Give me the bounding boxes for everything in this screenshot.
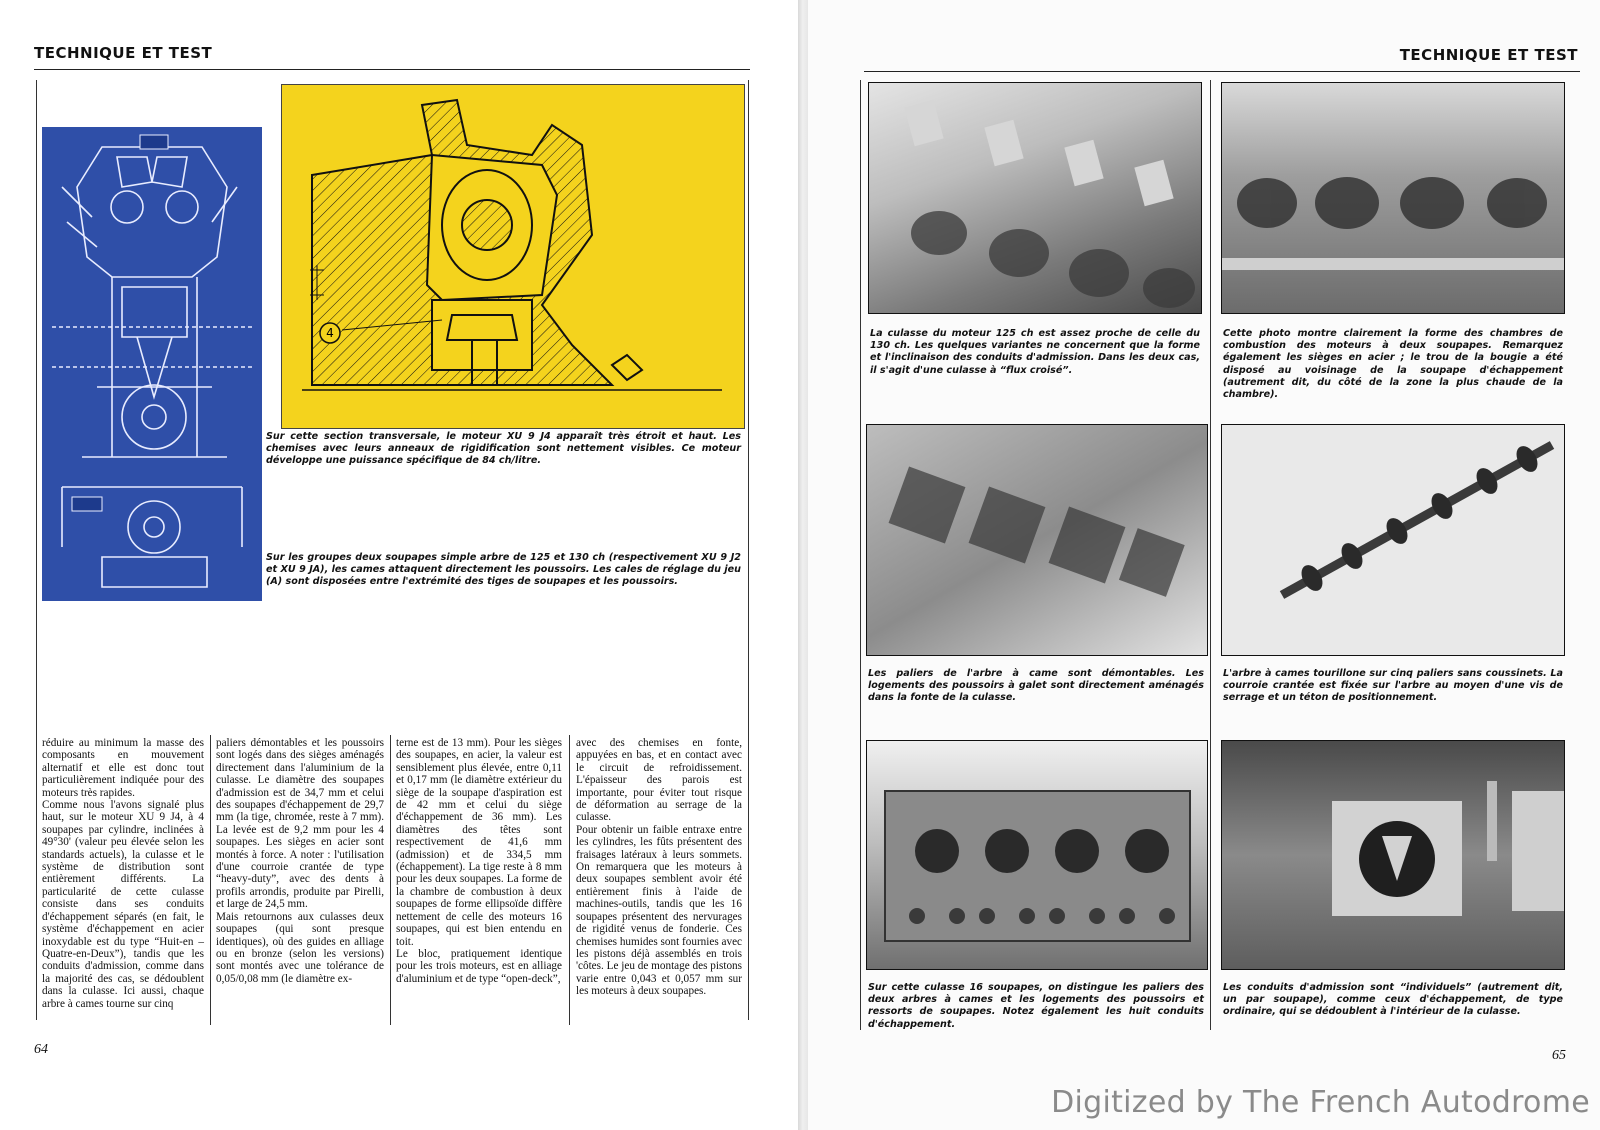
right-center-column-line — [1210, 80, 1211, 1030]
left-page-number: 64 — [34, 1042, 48, 1057]
left-header-rule — [34, 69, 750, 70]
photo-16-valve-head — [866, 740, 1208, 970]
photo-camshaft-bearings — [866, 424, 1208, 656]
column-divider-2 — [390, 735, 391, 1025]
right-page — [808, 0, 1600, 1130]
left-margin-line — [36, 80, 37, 1020]
body-column-2 — [216, 737, 384, 985]
body-column-4 — [576, 737, 742, 998]
right-page-number: 65 — [1552, 1048, 1566, 1063]
right-header-rule — [864, 71, 1580, 72]
photo-intake-ports-shapes — [1222, 741, 1564, 969]
caption-photo-4: L'arbre à cames tourillone sur cinq paliers sans coussinets. La courroie crantée est fixée sur l'arbre au moyen d'une vis de serrage et un téton de positionnement. — [1223, 668, 1563, 704]
caption-photo-5: Sur cette culasse 16 soupapes, on distingue les paliers des deux arbres à cames et les logements des poussoirs et ressorts de soupapes. Notez également les huit conduits d'échappement. — [868, 982, 1204, 1030]
photo-intake-ports — [1221, 740, 1565, 970]
digitization-watermark: Digitized by The French Autodrome — [1051, 1085, 1590, 1120]
caption-photo-3: Les paliers de l'arbre à came sont démontables. Les logements des poussoirs à galet sont directement aménagés dans la fonte de la culasse. — [868, 668, 1204, 704]
photo-16-valve-head-shapes — [867, 741, 1207, 969]
photo-cylinder-head-125 — [868, 82, 1202, 314]
photo-cylinder-head-125-shapes — [869, 83, 1201, 313]
column-divider-1 — [210, 735, 211, 1025]
photo-combustion-chambers-shapes — [1222, 83, 1564, 313]
caption-photo-1: La culasse du moteur 125 ch est assez proche de celle du 130 ch. Les quelques variantes ne concernent que la forme et l'inclinaison des conduits d'admission. Dans les deux cas, il s'agit d'une culasse à “flux croisé”. — [870, 328, 1200, 376]
body-column-3-text: terne est de 13 mm). Pour les sièges des soupapes, en acier, la valeur est sensiblement plus élevée, entre 0,11 et 0,17 mm (le diamètre extérieur du siège de la soupape d'aspiration est de 42 mm et celui du siège d'échappement de 36 mm). Les diamètres des têtes sont respectivement de 41,6 mm (admission) et de 334,5 mm (échappement). La tige reste à 8 mm pour les deux soupapes. La forme de la chambre de combustion à deux soupapes de forme ellipsoïde diffère nettement de celle des moteurs 16 soupapes, qui est bien entendu en toit. Le bloc, pratiquement identique pour les trois moteurs, est en alliage d'aluminium et de type “open-deck”, — [396, 737, 562, 985]
right-page-header: TECHNIQUE ET TEST — [1399, 46, 1578, 64]
right-margin-line — [748, 80, 749, 1020]
engine-cross-section-illustration — [42, 127, 262, 601]
diagram-label-4: 4 — [326, 326, 334, 340]
valve-train-technical-drawing — [281, 84, 745, 429]
caption-photo-6: Les conduits d'admission sont “individuels” (autrement dit, un par soupape), comme ceux d'échappement, de type ordinaire, qui se dédoublent à l'intérieur de la culasse. — [1223, 982, 1563, 1018]
right-left-margin-line — [860, 80, 861, 1030]
cam-follower-drawing — [282, 85, 744, 428]
engine-cross-section-drawing — [42, 127, 262, 601]
body-column-1 — [42, 737, 204, 1010]
column-divider-3 — [569, 735, 570, 1025]
photo-combustion-chambers — [1221, 82, 1565, 314]
caption-cross-section: Sur cette section transversale, le moteur XU 9 J4 apparaît très étroit et haut. Les chemises avec leurs anneaux de rigidification sont nettement visibles. Ce moteur développe une puissance spécifique de 84 ch/litre. — [266, 431, 741, 467]
body-column-1-text: réduire au minimum la masse des composants en mouvement alternatif et elle est donc tout particulièrement indiquée pour des moteurs très rapides. Comme nous l'avons signalé plus haut, sur le moteur XU 9 J4, à 4 soupapes par cylindre, inclinées à 49°30' (valeur peu élevée selon les standards actuels), la culasse et le système de distribution sont entièrement différents. La particularité de cette culasse consiste dans ses conduits d'échappement séparés (en fait, le système d'échappement en acier inoxydable est du type “Huit-en – Quatre-en-Deux”), tandis que les conduits d'admission, comme dans la majorité des cas, se dédoublent dans la culasse. Ici aussi, chaque arbre à cames tourne sur cinq — [42, 737, 204, 1010]
caption-photo-2: Cette photo montre clairement la forme des chambres de combustion des moteurs à deux soupapes. Remarquez également les sièges en acier ; le trou de la bougie a été disposé au voisinage de la soupape d'échappement (autrement dit, du côté de la zone la plus chaude de la chambre). — [1223, 328, 1563, 401]
photo-camshaft — [1221, 424, 1565, 656]
photo-camshaft-bearings-shapes — [867, 425, 1207, 655]
photo-camshaft-shapes — [1222, 425, 1564, 655]
left-page-header: TECHNIQUE ET TEST — [34, 44, 213, 62]
body-column-3 — [396, 737, 562, 985]
caption-two-valve-heads: Sur les groupes deux soupapes simple arbre de 125 et 130 ch (respectivement XU 9 J2 et XU 9 JA), les cames attaquent directement les poussoirs. Les cales de réglage du jeu (A) sont disposées entre l'extrémité des tiges de soupapes et les poussoirs. — [266, 552, 741, 588]
body-column-2-text: paliers démontables et les poussoirs sont logés dans des sièges aménagés directement dans l'aluminium de la culasse. Le diamètre des soupapes d'admission est de 34,7 mm et celui des soupapes d'échappement de 29,7 mm (la tige, chromée, reste à 7 mm). La levée est de 9,2 mm pour les 4 soupapes. Les sièges en acier sont montés à force. A noter : l'utilisation d'une courroie crantée de type “heavy-duty”, avec des dents à profils arrondis, produite par Pirelli, et large de 24,5 mm. Mais retournons aux culasses deux soupapes (qui sont presque identiques), où des guides en alliage ou en bronze (selon les versions) sont montés avec une tolérance de 0,05/0,08 mm (le diamètre ex- — [216, 737, 384, 985]
body-column-4-text: avec des chemises en fonte, appuyées en bas, et en contact avec le circuit de refroidissement. L'épaisseur des parois est importante, pour éviter tout risque de déformation au serrage de la culasse. Pour obtenir un faible entraxe entre les cylindres, les fûts présentent des fraisages latéraux à leurs sommets. On remarquera que les moteurs à deux soupapes semblent avoir été entièrement finis à l'aide de machines-outils, tandis que les 16 soupapes présentent des nervurages de rigidité venus de fonderie. Ces chemises humides sont fournies avec les pistons déjà assemblés en trois 'côtes. Le jeu de montage des pistons varie entre 0,043 et 0,057 mm sur les moteurs à deux soupapes. — [576, 737, 742, 998]
